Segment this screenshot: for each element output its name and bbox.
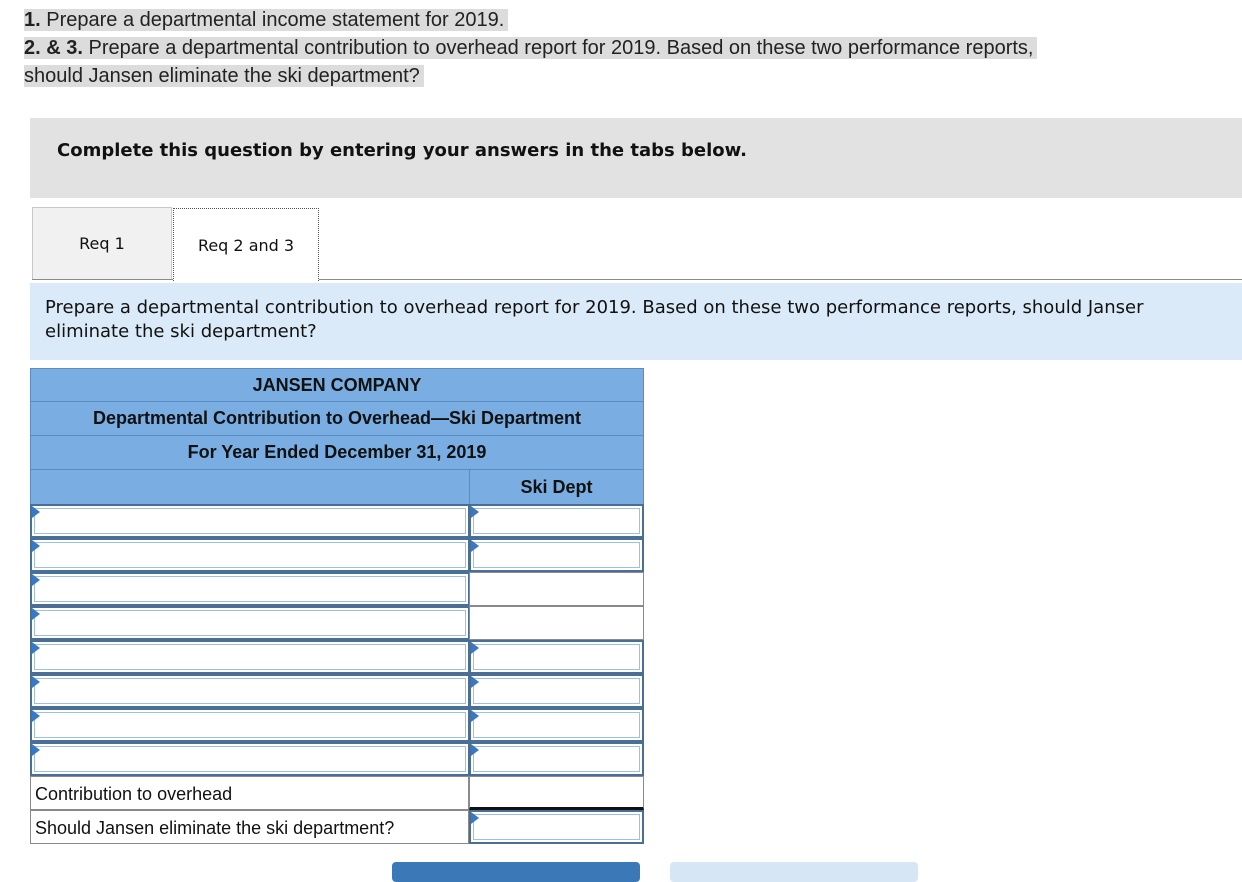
next-button[interactable] [670,862,918,882]
row-value-input[interactable] [469,606,644,640]
report-period: For Year Ended December 31, 2019 [30,435,644,469]
row-label-dropdown[interactable] [30,572,469,606]
dropdown-arrow-icon [471,744,479,756]
prompt-panel [30,283,1242,360]
report-title: Departmental Contribution to Overhead—Ski Department [30,401,644,435]
table-row [30,504,644,538]
dropdown-arrow-icon [471,710,479,722]
contribution-label: Contribution to overhead [35,784,233,804]
dropdown-arrow-icon [32,744,40,756]
dropdown-arrow-icon [471,642,479,654]
question-line-3: should Jansen eliminate the ski department? [24,65,424,87]
question-text [24,6,1037,90]
dropdown-arrow-icon [471,676,479,688]
contribution-row [30,776,644,810]
row-value-input[interactable] [469,572,644,606]
row-value-input[interactable] [469,708,644,742]
prev-button[interactable] [392,862,640,882]
dropdown-arrow-icon [32,608,40,620]
dropdown-arrow-icon [32,540,40,552]
instructions-text: Complete this question by entering your answers in the tabs below. [57,140,747,161]
contribution-label-cell [30,776,469,810]
row-label-dropdown[interactable] [30,606,469,640]
table-row [30,674,644,708]
row-value-input[interactable] [469,674,644,708]
dropdown-arrow-icon [32,574,40,586]
question-line-2: 2. & 3. Prepare a departmental contribution to overhead report for 2019. Based on these two performance reports, [24,37,1037,59]
eliminate-row [30,810,644,844]
eliminate-label: Should Jansen eliminate the ski department? [35,818,395,838]
dropdown-arrow-icon [471,812,479,824]
table-row [30,640,644,674]
column-header-row [30,469,644,504]
row-value-input[interactable] [469,742,644,776]
prompt-text: Prepare a departmental contribution to overhead report for 2019. Based on these two performance reports, should Janser eliminate the ski department? [45,297,1144,342]
eliminate-label-cell [30,810,469,844]
question-line-1: 1. Prepare a departmental income statement for 2019. [24,9,508,31]
column-header-ski-dept: Ski Dept [520,476,593,497]
dropdown-arrow-icon [32,642,40,654]
column-header-blank [31,470,470,504]
contribution-value-input[interactable] [469,776,644,810]
table-row [30,708,644,742]
row-label-dropdown[interactable] [30,504,469,538]
table-row [30,606,644,640]
table-row [30,742,644,776]
tab-req-2-and-3[interactable]: Req 2 and 3 [173,208,319,281]
row-value-input[interactable] [469,504,644,538]
tab-divider [319,279,1242,280]
dropdown-arrow-icon [32,710,40,722]
dropdown-arrow-icon [471,540,479,552]
dropdown-arrow-icon [32,506,40,518]
row-label-dropdown[interactable] [30,708,469,742]
instructions-panel [30,118,1242,198]
dropdown-arrow-icon [471,506,479,518]
row-label-dropdown[interactable] [30,538,469,572]
table-row [30,538,644,572]
contribution-report-table [30,368,644,844]
report-company: JANSEN COMPANY [30,368,644,401]
dropdown-arrow-icon [32,676,40,688]
tab-req-1[interactable]: Req 1 [32,207,172,279]
table-row [30,572,644,606]
eliminate-answer-dropdown[interactable] [469,810,644,844]
tab-bar [32,207,1242,281]
tab-divider [32,279,173,280]
row-label-dropdown[interactable] [30,674,469,708]
row-label-dropdown[interactable] [30,640,469,674]
row-value-input[interactable] [469,640,644,674]
row-value-input[interactable] [469,538,644,572]
row-label-dropdown[interactable] [30,742,469,776]
